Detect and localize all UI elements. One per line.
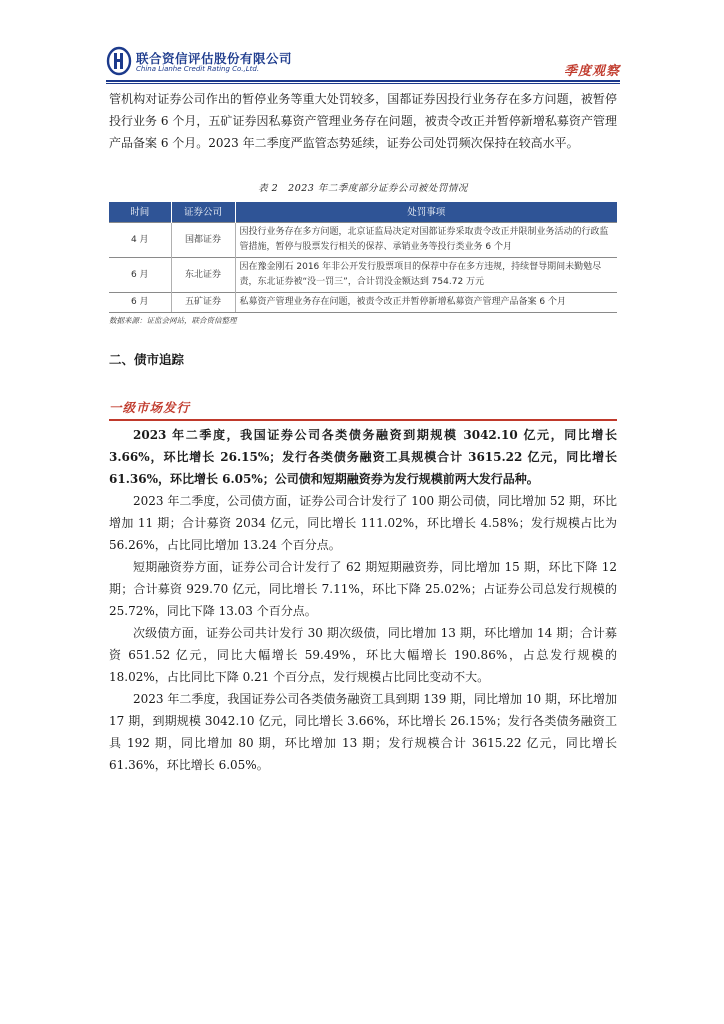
table-header-cell: 处罚事项 [235,202,617,223]
table-cell-company: 五矿证券 [171,293,235,313]
subsection-heading: 一级市场发行 [109,400,191,415]
penalty-table [109,202,617,313]
body-paragraph: 短期融资券方面，证券公司合计发行了 62 期短期融资券，同比增加 15 期，环比下降 12 期；合计募资 929.70 亿元，同比增长 7.11%，环比下降 25.02%；占证券公司总发行规模的 25.72%，同比下降 13.03 个百分点。 [109,560,617,618]
company-name-en: China Lianhe Credit Rating Co.,Ltd. [136,65,260,73]
company-logo-icon [106,46,132,76]
body-paragraph: 次级债方面，证券公司共计发行 30 期次级债，同比增加 13 期，环比增加 14 期；合计募资 651.52 亿元，同比大幅增长 59.49%，环比大幅增长 190.86%，占总发行规模的 18.02%，占比同比下降 0.21 个百分点，发行规模占比同比变动不大。 [109,626,617,684]
summary-paragraph: 2023 年二季度，我国证券公司各类债务融资到期规模 3042.10 亿元，同比增长 3.66%，环比增长 26.15%；发行各类债务融资工具规模合计 3615.22 亿元，同比增长 61.36%，环比增长 6.05%；公司债和短期融资券为发行规模前两大发行品种。 [109,428,617,486]
section-heading: 二、债市追踪 [109,352,185,367]
table-cell-time: 6 月 [109,293,171,313]
table-cell-time: 6 月 [109,258,171,293]
table-header-cell: 证券公司 [171,202,235,223]
header-tag: 季度观察 [563,64,620,79]
intro-paragraph: 管机构对证券公司作出的暂停业务等重大处罚较多，国都证券因投行业务存在多方问题，被暂停投行业务 6 个月，五矿证券因私募资产管理业务存在问题，被责令改正并暂停新增私募资产管理产品备案 6 个月。2023 年二季度严监管态势延续，证券公司处罚频次保持在较高水平。 [109,92,617,150]
page-header [106,46,620,84]
table-header-row [109,202,617,223]
table-cell-company: 国都证券 [171,223,235,258]
header-divider [106,80,620,82]
table-row [109,223,617,258]
table-row [109,258,617,293]
table-header-cell: 时间 [109,202,171,223]
table-caption: 表 2 2023 年二季度部分证券公司被处罚情况 [258,183,468,194]
table-cell-penalty: 因投行业务存在多方问题，北京证监局决定对国都证券采取责令改正并限制业务活动的行政监管措施，暂停与股票发行相关的保荐、承销业务等投行类业务 6 个月 [235,223,617,258]
body-paragraph: 2023 年二季度，公司债方面，证券公司合计发行了 100 期公司债，同比增加 52 期，环比增加 11 期；合计募资 2034 亿元，同比增长 111.02%，环比增长 4.58%；发行规模占比为 56.26%，占比同比增加 13.24 个百分点。 [109,494,617,552]
page-body [109,88,617,776]
table-row [109,293,617,313]
header-divider-thin [106,83,620,84]
table-cell-penalty: 私募资产管理业务存在问题，被责令改正并暂停新增私募资产管理产品备案 6 个月 [235,293,617,313]
company-name-cn: 联合资信评估股份有限公司 [136,51,293,66]
subsection-heading-wrap [109,398,617,420]
table-cell-penalty: 因在豫金刚石 2016 年非公开发行股票项目的保荐中存在多方违规，持续督导期间未勤勉尽责，东北证券被“没一罚三”，合计罚没金额达到 754.72 万元 [235,258,617,293]
table-cell-time: 4 月 [109,223,171,258]
subsection-underline [109,419,617,421]
table-source: 数据来源：证监会网站，联合资信整理 [109,316,237,325]
body-paragraph: 2023 年二季度，我国证券公司各类债务融资工具到期 139 期，同比增加 10 期，环比增加 17 期，到期规模 3042.10 亿元，同比增长 3.66%，环比增长 26.15%；发行各类债务融资工具 192 期，同比增加 80 期，环比增加 13 期；发行规模合计 3615.22 亿元，同比增长 61.36%，环比增长 6.05%。 [109,692,617,772]
table-cell-company: 东北证券 [171,258,235,293]
